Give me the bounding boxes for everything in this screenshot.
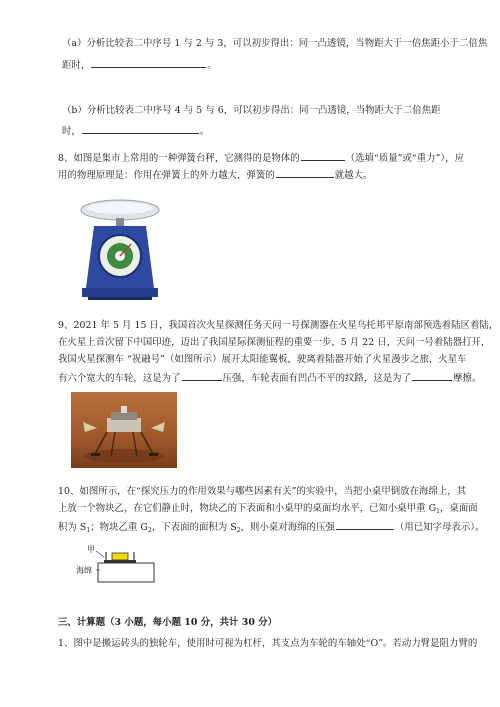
q10-g2-subscript: 2 [147, 527, 152, 534]
q7a-line2 [62, 57, 217, 72]
q10-s2-subscript: 2 [236, 527, 241, 534]
q7b-answer-blank[interactable] [82, 123, 199, 134]
label-sponge: 海绵 [76, 566, 92, 575]
q7b-suffix: 。 [199, 126, 210, 137]
sponge-diagram [70, 544, 160, 584]
q7a-suffix: 。 [207, 60, 217, 71]
q8-line1-suffix: （选填“质量”或“重力”），应 [345, 153, 465, 164]
q7b-line2 [62, 123, 209, 138]
q8-answer-blank-1[interactable] [301, 150, 345, 161]
q8-line2-prefix: 用的物理原理是：作用在弹簧上的外力越大，弹簧的 [58, 170, 275, 181]
label-table-jia: 甲 [87, 545, 95, 554]
q10-line3-part3: ，下表面的面积为 S [151, 522, 237, 533]
q7b-prefix: 时， [62, 126, 81, 137]
q10-g1-subscript: 1 [436, 508, 441, 515]
q10-line3-part1: 积为 S [58, 522, 87, 533]
section3-q1-line1: 1、图中是搬运砖头的独轮车，使用时可视为杠杆，其支点为车轮的车轴处“O”。若动力臂是阻力臂的 [58, 638, 478, 649]
q9-line4-prefix: 有六个宽大的车轮，这是为了 [58, 373, 181, 384]
q9-answer-blank-2[interactable] [412, 370, 452, 381]
sponge-diagram-drawing [70, 544, 160, 584]
q10-s1-subscript: 1 [86, 527, 91, 534]
q10-line2-prefix: 上放一个物块乙，在它们静止时，物块乙的下表面和小桌甲的桌面均水平，已知小桌甲重 G [58, 503, 437, 514]
q10-line3 [58, 519, 484, 537]
q7a-answer-blank[interactable] [91, 57, 206, 68]
q10-line2-suffix: ，桌面面 [440, 503, 478, 514]
q10-line3-suffix: （用已知字母表示）。 [394, 522, 485, 533]
q9-line4-mid: 压强，车轮表面有凹凸不平的纹路，这是为了 [222, 373, 412, 384]
spring-scale-image [74, 196, 166, 302]
q10-line1: 10、如图所示，在“探究压力的作用效果与哪些因素有关”的实验中，当把小桌甲倒放在海绵上，其 [58, 486, 467, 497]
q9-line4 [58, 370, 481, 385]
q10-line3-part4: ，则小桌对海绵的压强 [240, 522, 335, 533]
q8-answer-blank-2[interactable] [276, 167, 334, 178]
q9-answer-blank-1[interactable] [182, 370, 222, 381]
q9-line4-suffix: 摩擦。 [453, 373, 482, 384]
q9-line2: 在火星上首次留下中国印迹，迈出了我国星际探测征程的重要一步，5 月 22 日，天问一号着陆器打开， [58, 337, 491, 348]
q8-line2 [58, 167, 372, 182]
q8-line2-suffix: 就越大。 [334, 170, 373, 181]
q10-answer-blank[interactable] [336, 519, 394, 530]
q7b-line1: （b）分析比较表二中序号 4 与 5 与 6，可以初步得出：同一凸透镜，当物距大于二倍焦距 [62, 105, 441, 116]
q8-line1 [58, 150, 464, 165]
q7a-prefix: 距时， [62, 60, 91, 71]
q10-line3-part2: ；物块乙重 G [90, 522, 148, 533]
q7a-line1: （a）分析比较表二中序号 1 与 2 与 3，可以初步得出：同一凸透镜，当物距大于一倍焦距小于二倍焦 [62, 38, 488, 49]
section3-heading: 三、计算题（3 小题，每小题 10 分，共计 30 分） [58, 617, 278, 628]
mars-rover-image [71, 392, 177, 468]
q8-line1-prefix: 8、如图是集市上常用的一种弹簧台秤，它测得的是物体的 [58, 153, 300, 164]
q10-line2 [58, 502, 478, 518]
q9-line1: 9、2021 年 5 月 15 日，我国首次火星探测任务天问一号探测器在火星乌托邦平原南部预选着陆区着陆， [58, 320, 499, 331]
q9-line3: 我国火星探测车 “祝融号”（如图所示）展开太阳能翼板，驶离着陆器开始了火星漫步之旅，火星车 [58, 354, 467, 365]
